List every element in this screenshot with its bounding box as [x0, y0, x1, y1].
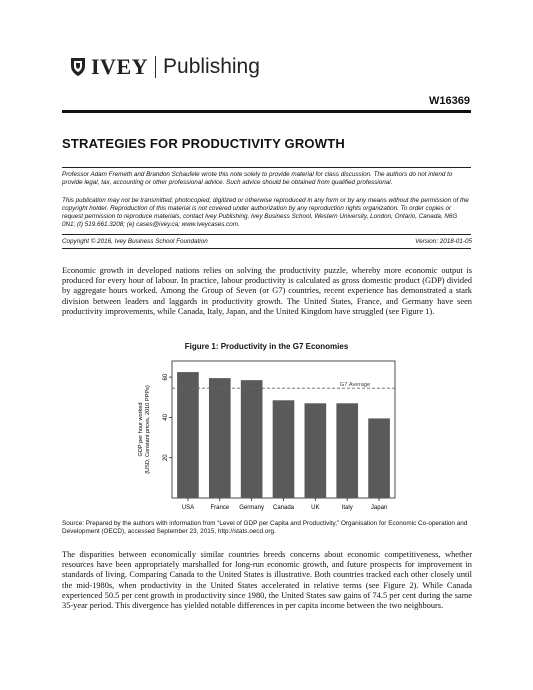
bar	[368, 418, 390, 498]
bar	[177, 372, 199, 498]
x-tick-label: Japan	[370, 505, 388, 511]
document-title: STRATEGIES FOR PRODUCTIVITY GROWTH	[62, 136, 345, 151]
x-tick-label: Germany	[239, 505, 264, 511]
y-tick-label: 20	[163, 454, 169, 462]
bar	[273, 400, 295, 498]
shield-icon	[70, 57, 86, 77]
body-paragraph: Economic growth in developed nations relies on solving the productivity puzzle, whereby more economic output is produced for every hour of labour. In practice, labour productivity is calculated as gross domestic product (GDP) divided by aggregate hours worked. Among the Group of Seven (or G7) countries, recent experience has demonstrated a stark division between leaders and laggards in productivity growth. The United States, France, and Germany have seen productivity improvements, while Canada, Italy, Japan, and the United Kingdom have struggled (see Figure 1).	[62, 266, 472, 316]
y-axis-label: GDP per hour worked	[138, 402, 144, 457]
bar	[209, 378, 231, 498]
copyright-notice: This publication may not be transmitted, photocopied, digitized or otherwise reproduced in any form or by any means without the permission of the copyright holder. Reproduction of this material is not covered under authorization by any reproduction rights organization. To order copies or request permission to reproduce materials, contact Ivey Publishing, Ivey Business School, Western University, London, Ontario, Canada, N6G 0N1; (t) 519.661.3208; (e) cases@ivey.ca; www.iveycases.com.	[62, 197, 469, 228]
body-paragraph: The disparities between economically similar countries breeds concerns about economic competitiveness, whether resources have been appropriately marshalled for long-run economic growth, and future prospects for improvement in standards of living. Comparing Canada to the United States is illustrative. Both countries tracked each other closely until the mid-1980s, when productivity in the United States accelerated in relative terms (see Figure 2). While Canada experienced 50.5 per cent growth in productivity since 1980, the United States saw gains of 74.5 per cent during the same 35-year period. This divergence has yielded notable differences in per capita income between the two neighbours.	[62, 550, 472, 611]
ivey-publishing-logo	[70, 52, 260, 82]
y-axis-label: (USD, Constant prices, 2010 PPPs)	[145, 385, 151, 474]
author-disclaimer: Professor Adam Fremeth and Brandon Schaufele wrote this note solely to provide material for class discussion. The authors do not intend to provide legal, tax, accounting or other professional advice. Such advice should be obtained from qualified professional.	[62, 171, 453, 186]
figure-title: Figure 1: Productivity in the G7 Economies	[184, 342, 349, 351]
divider	[62, 167, 471, 168]
productivity-bar-chart	[130, 355, 405, 520]
x-tick-label: Italy	[341, 505, 353, 511]
copyright-line	[62, 238, 472, 245]
divider	[62, 234, 471, 235]
version-text: Version: 2018-01-05	[415, 238, 472, 245]
document-number: W16369	[429, 95, 470, 107]
figure-source: Source: Prepared by the authors with information from “Level of GDP per Capita and Productivity,” Organisation for Economic Co-operation and Development (OECD), accessed September 23, 2015, http://stats.oecd.org.	[62, 520, 468, 536]
x-tick-label: USA	[181, 505, 195, 511]
logo-wordmark: IVEY	[91, 54, 149, 79]
divider	[62, 248, 471, 249]
x-tick-label: Canada	[272, 505, 295, 511]
bar	[305, 403, 327, 498]
y-tick-label: 40	[163, 414, 169, 421]
bar	[336, 403, 358, 498]
header-rule	[62, 110, 471, 113]
bar	[241, 380, 263, 498]
g7-average-label: G7 Average	[339, 382, 371, 389]
x-tick-label: UK	[311, 505, 320, 511]
logo-section: Publishing	[163, 55, 260, 78]
y-tick-label: 60	[163, 373, 169, 381]
logo-divider	[155, 56, 156, 78]
x-tick-label: France	[210, 505, 230, 511]
copyright-text: Copyright © 2016, Ivey Business School Foundation	[62, 238, 208, 245]
